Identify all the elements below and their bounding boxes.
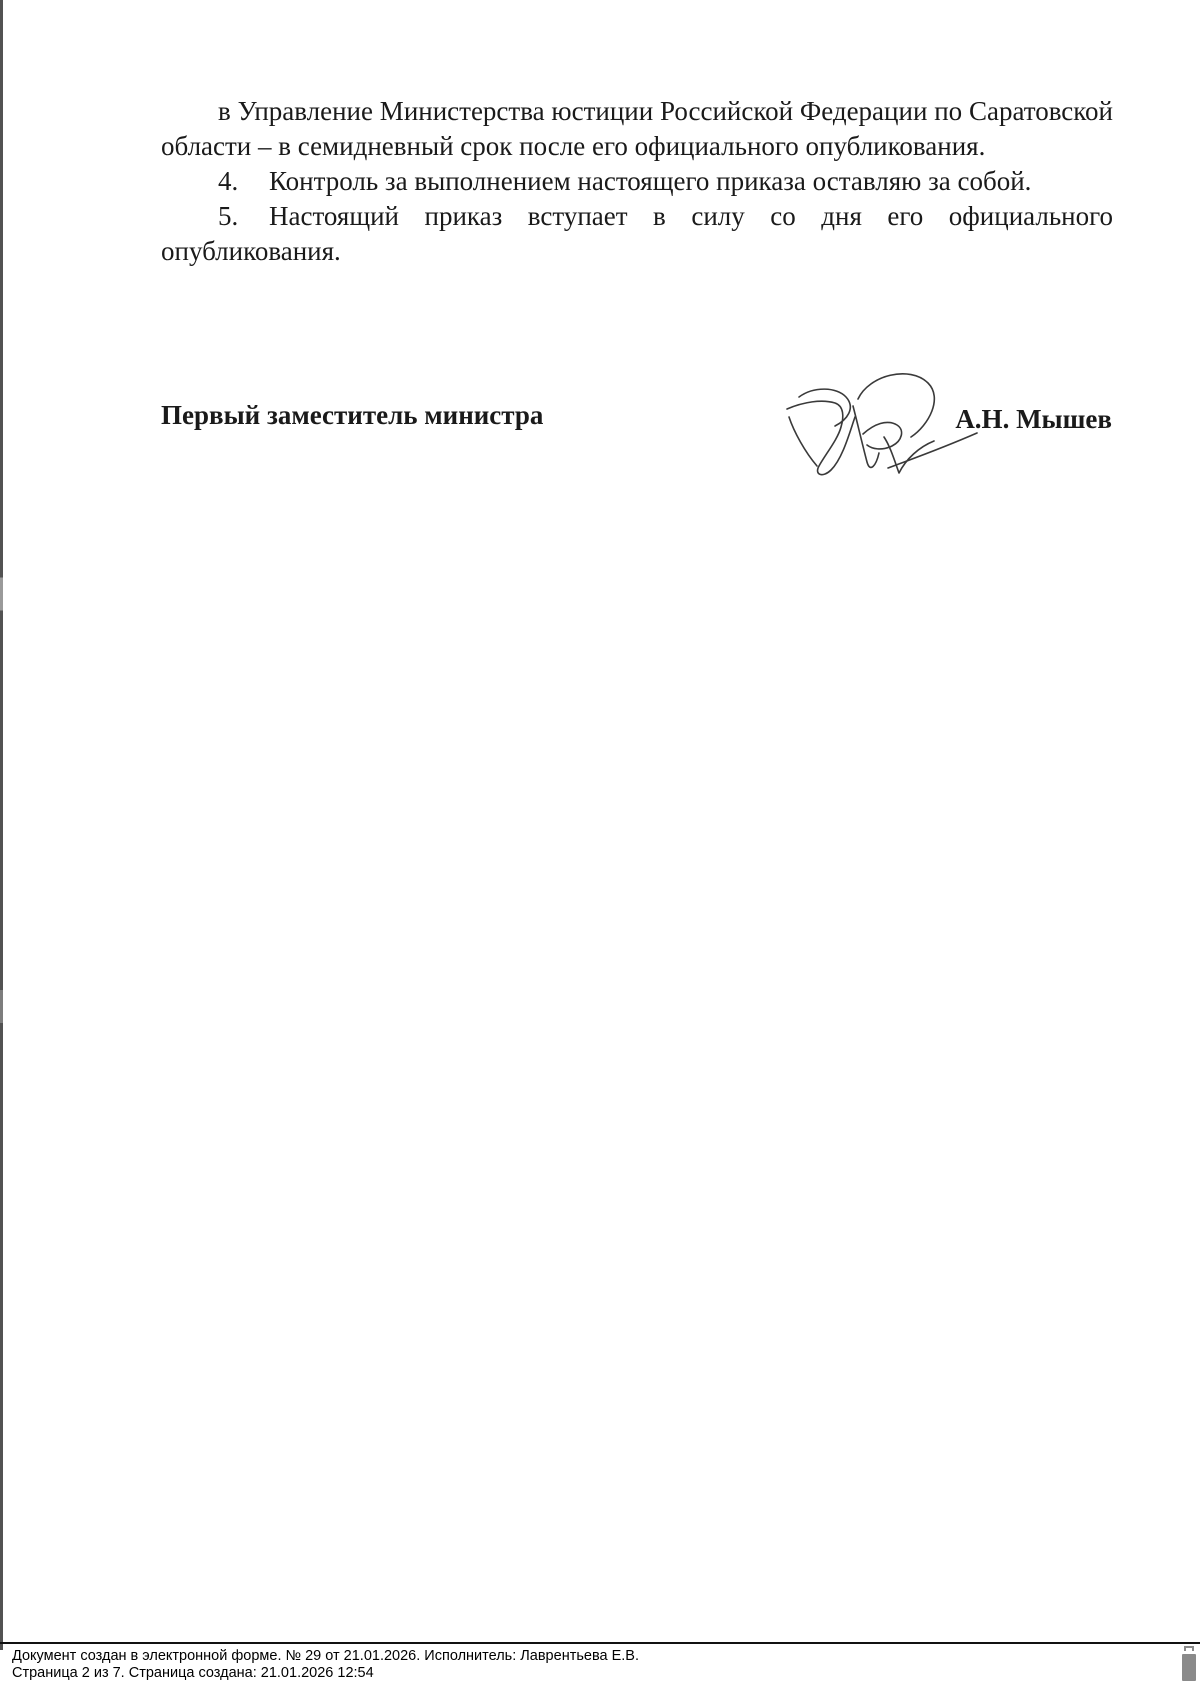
list-item-number: 4. <box>218 166 239 196</box>
document-body <box>161 94 1113 269</box>
handwritten-signature <box>783 367 983 482</box>
electronic-document-footer <box>12 1648 639 1682</box>
list-item-text: Контроль за выполнением настоящего приказа оставляю за собой. <box>269 166 1032 196</box>
list-item-4 <box>161 164 1113 199</box>
footer-document-info: Документ создан в электронной форме. № 29 от 21.01.2026. Исполнитель: Лаврентьева Е.В. <box>12 1648 639 1664</box>
list-item-text: Настоящий приказ вступает в силу со дня его официального опубликования. <box>161 201 1113 266</box>
footer-marker-icon <box>1182 1654 1196 1681</box>
footer-marker-icon <box>1184 1646 1194 1651</box>
scan-edge <box>0 0 3 1650</box>
paragraph-ministry-of-justice: в Управление Министерства юстиции Российской Федерации по Саратовской области – в семидневный срок после его официального опубликования. <box>161 96 1113 161</box>
list-item-number: 5. <box>218 201 239 231</box>
signer-name: А.Н. Мышев <box>955 404 1112 434</box>
list-item-5 <box>161 199 1113 269</box>
footer-divider <box>0 1642 1200 1644</box>
footer-page-info: Страница 2 из 7. Страница создана: 21.01.2026 12:54 <box>12 1665 374 1681</box>
signer-position: Первый заместитель министра <box>161 400 544 430</box>
